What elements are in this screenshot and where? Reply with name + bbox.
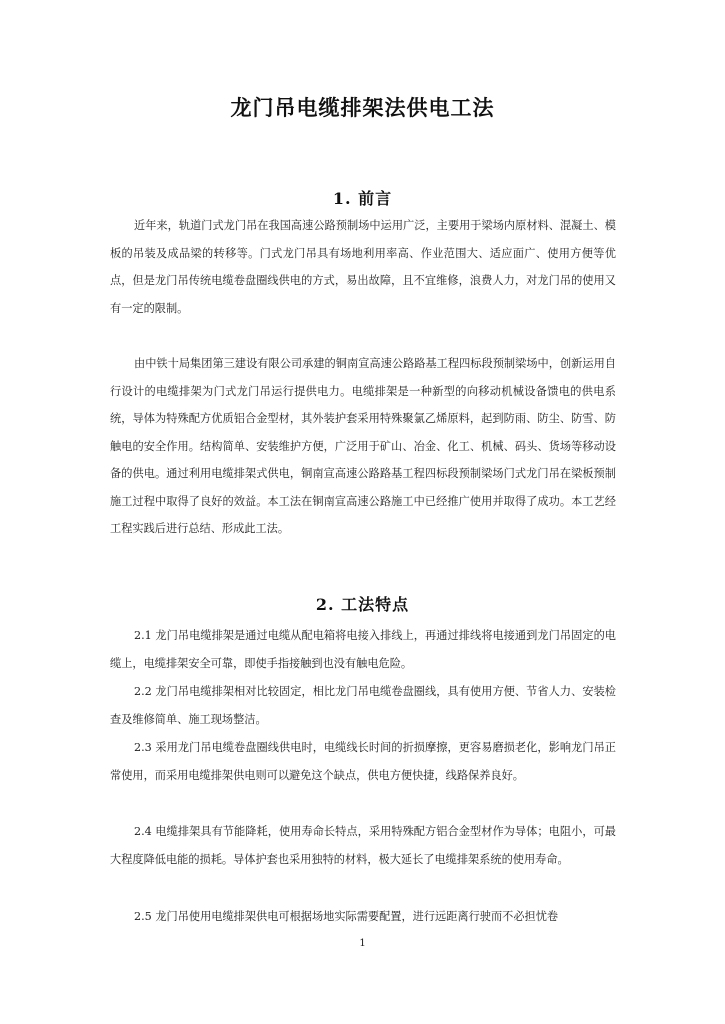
paragraph-preface-2: 由中铁十局集团第三建设有限公司承建的铜南宣高速公路路基工程四标段预制梁场中，创新运用自行设计的电缆排架为门式龙门吊运行提供电力。电缆排架是一种新型的向移动机械设备馈电的供电系统，导体为特殊配方优质铝合金型材，其外装护套采用特殊聚氯乙烯原料，起到防雨、防尘、防雪、防触电的安全作用。结构简单、安装维护方便，广泛用于矿山、冶金、化工、机械、码头、货场等移动设备的供电。通过利用电缆排架式供电，铜南宣高速公路路基工程四标段预制梁场门式龙门吊在梁板预制施工过程中取得了良好的效益。本工法在铜南宣高速公路施工中已经推广使用并取得了成功。本工艺经工程实践后进行总结、形成此工法。 (110, 357, 616, 535)
section-heading-preface: 1. 前言 (332, 189, 393, 208)
section-heading-features: 2. 工法特点 (315, 595, 410, 614)
paragraph-feature-2-1: 2.1 龙门吊电缆排架是通过电缆从配电箱将电接入排线上，再通过排线将电接通到龙门吊固定的电缆上，电缆排架安全可靠，即使手指接触到也没有触电危险。 (110, 629, 616, 670)
document-title: 龙门吊电缆排架法供电工法 (230, 96, 495, 120)
paragraph-feature-2-4: 2.4 电缆排架具有节能降耗，使用寿命长特点，采用特殊配方铝合金型材作为导体；电阻小，可最大程度降低电能的损耗。导体护套也采用独特的材料，极大延长了电缆排架系统的使用寿命。 (110, 825, 616, 866)
paragraph-feature-2-2: 2.2 龙门吊电缆排架相对比较固定，相比龙门吊电缆卷盘圈线，具有使用方便、节省人力、安装检查及维修简单、施工现场整洁。 (110, 685, 616, 726)
paragraph-preface-1: 近年来，轨道门式龙门吊在我国高速公路预制场中运用广泛，主要用于梁场内原材料、混凝土、模板的吊装及成品梁的转移等。门式龙门吊具有场地利用率高、作业范围大、适应面广、使用方便等优点，但是龙门吊传统电缆卷盘圈线供电的方式，易出故障，且不宜维修，浪费人力，对龙门吊的使用又有一定的限制。 (110, 219, 616, 315)
paragraph-feature-2-5: 2.5 龙门吊使用电缆排架供电可根据场地实际需要配置，进行远距离行驶而不必担忧卷 (134, 910, 559, 923)
paragraph-feature-2-3: 2.3 采用龙门吊电缆卷盘圈线供电时，电缆线长时间的折损摩擦，更容易磨损老化，影响龙门吊正常使用，而采用电缆排架供电则可以避免这个缺点，供电方便快捷，线路保养良好。 (110, 741, 616, 782)
page-number: 1 (359, 938, 366, 949)
